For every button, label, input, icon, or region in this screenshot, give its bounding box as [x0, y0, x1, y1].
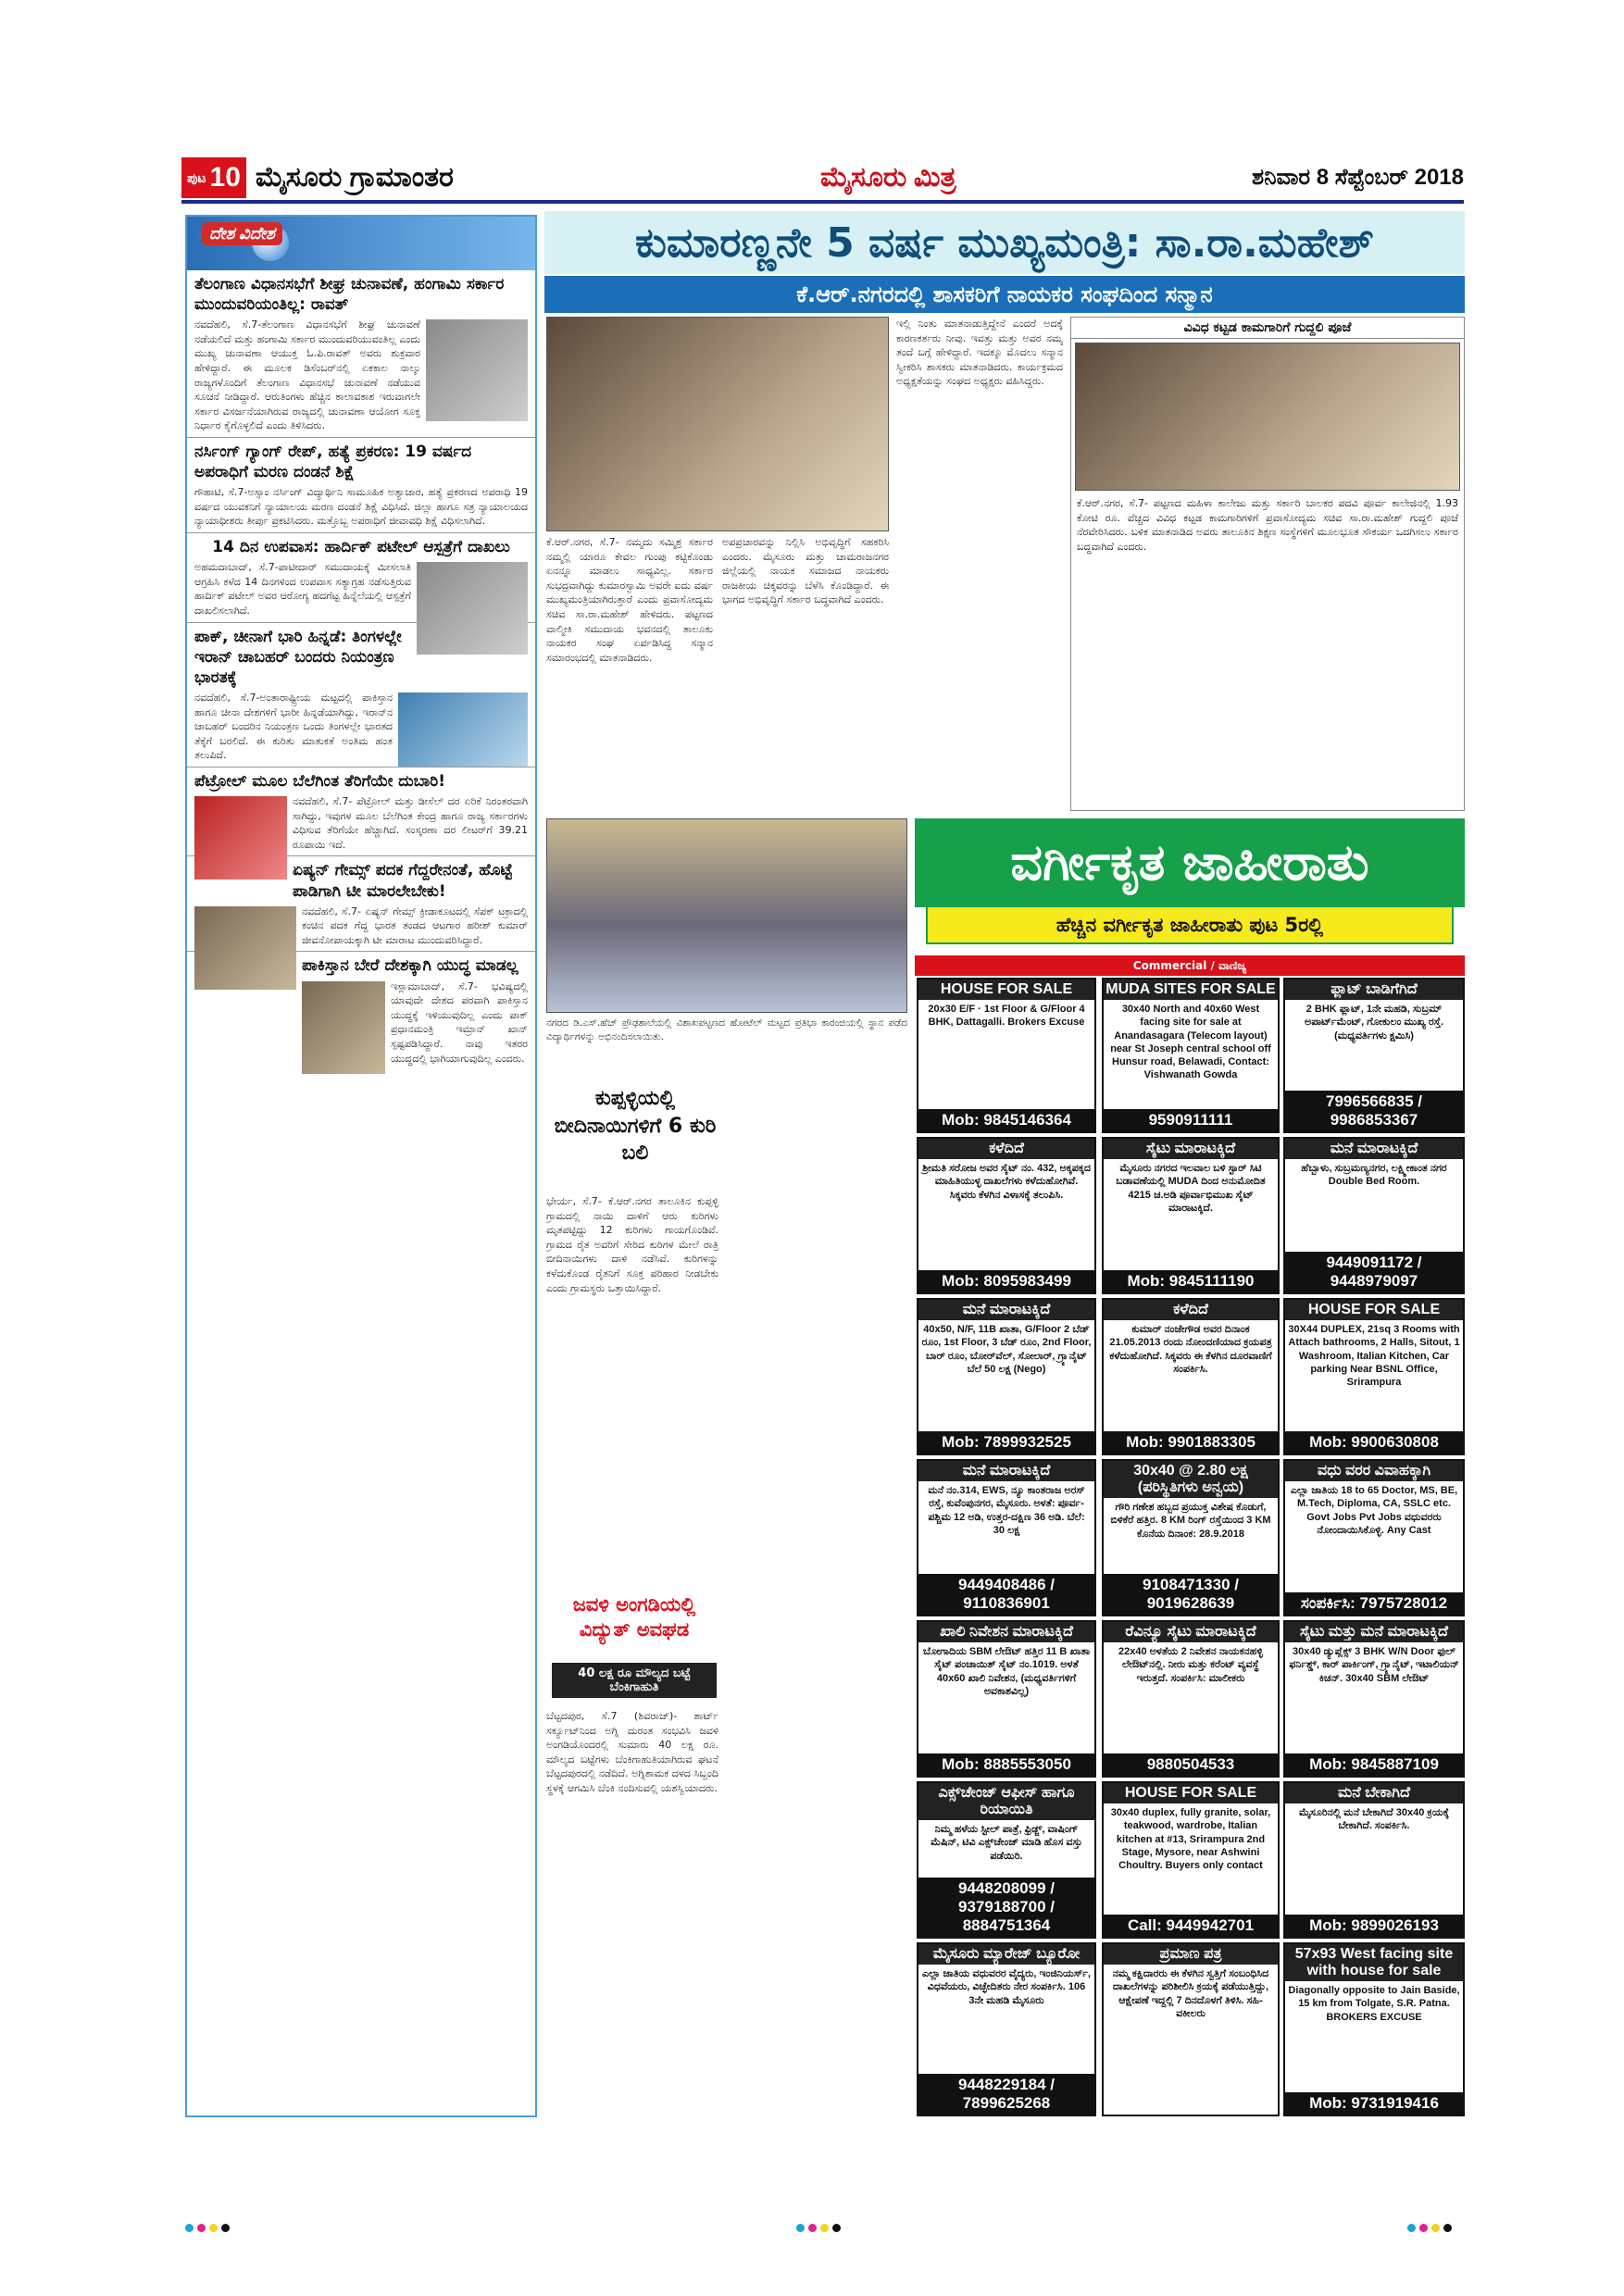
ad-title: ಮನೆ ಮಾರಾಟಕ್ಕಿದೆ	[1285, 1139, 1463, 1159]
classified-ad	[917, 1459, 1096, 1616]
classified-ad	[1102, 1620, 1280, 1778]
article-body: ನವದೆಹಲಿ, ಸೆ.7-ತೆಲಂಗಾಣ ವಿಧಾನಸಭೆಗೆ ಶೀಘ್ರ ಚುನಾವಣೆ ನಡೆಯಲಿದೆ ಮತ್ತು ಹಂಗಾಮಿ ಸರ್ಕಾರ ಮುಂದುವರಿಯುವಂತಿಲ್ಲ ಎಂದು ಮುಖ್ಯ ಚುನಾವಣಾ ಆಯುಕ್ತ ಓ.ಪಿ.ರಾವತ್ ಅವರು ಶುಕ್ರವಾರ ಹೇಳಿದ್ದಾರೆ. ಈ ಮೂಲಕ ಡಿಸೆಂಬರ್‌ನಲ್ಲಿ ಏಕಕಾಲ ನಾಲ್ಕು ರಾಜ್ಯಗಳೊಂದಿಗೆ ತೆಲಂಗಾಣ ವಿಧಾನಸಭೆ ಚುನಾವಣೆ ನಡೆಯುವ ಸೂಚನೆ ನೀಡಿದ್ದಾರೆ. ಆರುತಿಂಗಳು ಹೆಚ್ಚಿನ ಕಾಲಾವಕಾಶ ಇರುವಾಗಲೇ ಸರ್ಕಾರ ವಿಸರ್ಜನೆಯಾಗಿರುವ ರಾಜ್ಯದಲ್ಲಿ ಚುನಾವಣಾ ಆಯೋಗ ಸೂಕ್ತ ನಿರ್ಧಾರ ಕೈಗೊಳ್ಳಲಿದೆ ಎಂದು ತಿಳಿಸಿದರು.	[194, 318, 420, 432]
ad-body: 20x30 E/F · 1st Floor & G/Floor 4 BHK, Dattagalli. Brokers Excuse	[928, 1004, 1085, 1029]
photo-felicitation	[546, 317, 889, 531]
ad-phone: 9590911111	[1104, 1109, 1278, 1131]
ad-phone: Mob: 9901883305	[1104, 1431, 1278, 1454]
ad-title: ಖಾಲಿ ನಿವೇಶನ ಮಾರಾಟಕ್ಕಿದೆ	[918, 1622, 1094, 1642]
ad-title: ವಧು ವರರ ವಿವಾಹಕ್ಕಾಗಿ	[1285, 1461, 1463, 1481]
ad-phone: 9108471330 / 9019628639	[1104, 1574, 1278, 1615]
left-column	[185, 215, 537, 2117]
ad-phone: Mob: 9731919416	[1285, 2092, 1463, 2115]
photo-rawat	[426, 319, 528, 421]
side-story-body: ಕೆ.ಆರ್.ನಗರ, ಸೆ.7- ಪಟ್ಟಣದ ಮಹಿಳಾ ಕಾಲೇಜು ಮತ್ತು ಸರ್ಕಾರಿ ಬಾಲಕರ ಪದವಿ ಪೂರ್ವ ಕಾಲೇಜಿನಲ್ಲಿ 1.93 ಕೋಟಿ ರೂ. ವೆಚ್ಚದ ವಿವಿಧ ಕಟ್ಟಡ ಕಾಮಗಾರಿಗಳಿಗೆ ಪ್ರವಾಸೋದ್ಯಮ ಸಚಿವ ಸಾ.ರಾ.ಮಹೇಶ್ ಗುದ್ದಲಿ ಪೂಜೆ ನೆರವೇರಿಸಿದರು. ಬಳಿಕ ಮಾತನಾಡಿದ ಅವರು ತಾಲೂಕಿನ ಶಿಕ್ಷಣ ಸಂಸ್ಥೆಗಳಿಗೆ ಮೂಲಭೂತ ಸೌಕರ್ಯ ಒದಗಿಸಲು ಸರ್ಕಾರ ಬದ್ಧವಾಗಿದೆ ಎಂದರು.	[1077, 497, 1458, 553]
ad-title: 30x40 @ 2.80 ಲಕ್ಷ (ಪರಿಸ್ಥಿತಿಗಳು ಅನ್ವಯ)	[1104, 1461, 1278, 1498]
ad-phone: 9448208099 / 9379188700 / 8884751364	[918, 1878, 1094, 1937]
side-story-box	[1070, 317, 1465, 811]
classified-ad	[1283, 1620, 1465, 1778]
commercial-strip: Commercial / ವಾಣಿಜ್ಯ	[915, 955, 1465, 976]
desha-videsha-banner	[187, 217, 535, 270]
ad-body: ಮನೆ ನಂ.314, EWS, ನ್ಯೂ ಕಾಂತರಾಜ ಅರಸ್ ರಸ್ತೆ, ಕುವೆಂಪುನಗರ, ಮೈಸೂರು. ಅಳತೆ: ಪೂರ್ವ-ಪಶ್ಚಿಮ 12 ಅಡಿ, ಉತ್ತರ-ದಕ್ಷಿಣ 36 ಅಡಿ. ಬೆಲೆ: 30 ಲಕ್ಷ	[928, 1485, 1085, 1536]
article-title: ಪೆಟ್ರೋಲ್ ಮೂಲ ಬೆಲೆಗಿಂತ ತೆರಿಗೆಯೇ ದುಬಾರಿ!	[194, 771, 445, 791]
ad-phone: 9449091172 / 9448979097	[1285, 1252, 1463, 1292]
article-body: ನವದೆಹಲಿ, ಸೆ.7- ಪೆಟ್ರೋಲ್ ಮತ್ತು ಡೀಸೆಲ್ ದರ ಏರಿಕೆ ನಿರಂತರವಾಗಿ ಸಾಗಿದ್ದು, ಇವುಗಳ ಮೂಲ ಬೆಲೆಗಿಂತ ಕೇಂದ್ರ ಹಾಗೂ ರಾಜ್ಯ ಸರ್ಕಾರಗಳು ವಿಧಿಸುವ ತೆರಿಗೆಯೇ ಹೆಚ್ಚಾಗಿದೆ. ಸಂಸ್ಕರಣಾ ದರ ಲೀಟರ್‌ಗೆ 39.21 ರೂಪಾಯಿ ಇದೆ.	[293, 795, 528, 851]
article-nursing	[187, 438, 535, 533]
ad-body: 22x40 ಅಳತೆಯ 2 ನಿವೇಶನ ನಾಯಕನಹಳ್ಳಿ ಲೇಔಟ್‌ನಲ್ಲಿ. ನೀರು ಮತ್ತು ಕರೆಂಟ್ ವ್ಯವಸ್ಥೆ ಇರುತ್ತದೆ. ಸಂಪರ್ಕಿಸಿ: ಮಾಲೀಕರು	[1118, 1646, 1263, 1684]
article-title: ಪಾಕ್, ಚೀನಾಗೆ ಭಾರಿ ಹಿನ್ನಡೆ: ತಿಂಗಳಲ್ಲೇ ಇರಾನ್ ಚಾಬಹರ್ ಬಂದರು ನಿಯಂತ್ರಣ ಭಾರತಕ್ಕೆ	[194, 627, 402, 687]
ad-title: ಫ್ಲಾಟ್ ಬಾಡಿಗೆಗಿದೆ	[1285, 980, 1463, 1000]
registration-dots-left	[185, 2224, 230, 2232]
ad-title: MUDA SITES FOR SALE	[1104, 980, 1278, 1000]
ad-body: 30x40 ಡ್ಯುಪ್ಲೆಕ್ಸ್ 3 BHK W/N Door ಫುಲ್ ಫರ್ನಿಶ್ಡ್, ಕಾರ್ ಪಾರ್ಕಿಂಗ್, ಗ್ರ್ಯಾನೈಟ್, ಇಟಾಲಿಯನ್ ಕಿಚನ್. 30x40 SBM ಲೇಔಟ್	[1289, 1646, 1459, 1684]
fire-subheadline: 40 ಲಕ್ಷ ರೂ ಮೌಲ್ಯದ ಬಟ್ಟೆ ಬೆಂಕಿಗಾಹುತಿ	[552, 1663, 717, 1698]
ad-phone: 9880504533	[1104, 1753, 1278, 1776]
classified-ad	[1283, 1298, 1465, 1455]
ad-phone: Call: 9449942701	[1104, 1915, 1278, 1937]
photo-port	[398, 693, 528, 767]
ad-body: 30X44 DUPLEX, 21sq 3 Rooms with Attach bathrooms, 2 Halls, Sitout, 1 Washroom, Italian Kitchen, Car parking Near BSNL Office, Srirampura	[1288, 1324, 1460, 1389]
ad-body: ಎಲ್ಲಾ ಜಾತಿಯ 18 to 65 Doctor, MS, BE, M.Tech, Diploma, CA, SSLC etc. Govt Jobs Pvt Jobs ವಧುವರರು ನೋಂದಾಯಿಸಿಕೊಳ್ಳಿ. Any Cast	[1290, 1485, 1458, 1536]
issue-date: ಶನಿವಾರ 8 ಸೆಪ್ಟೆಂಬರ್ 2018	[1252, 165, 1464, 190]
ad-body: ನಿಮ್ಮ ಹಳೆಯ ಸ್ಟೀಲ್ ಪಾತ್ರೆ, ಫ್ರಿಡ್ಜ್, ವಾಷಿಂಗ್ ಮೆಷಿನ್, ಟಿವಿ ಎಕ್ಸ್‌ಚೇಂಜ್ ಮಾಡಿ ಹೊಸ ವಸ್ತು ಪಡೆಯಿರಿ.	[931, 1824, 1082, 1862]
article-body: ನವದೆಹಲಿ, ಸೆ.7- ಏಷ್ಯನ್ ಗೇಮ್ಸ್ ಕ್ರೀಡಾಕೂಟದಲ್ಲಿ ಸೆಪಕ್ ಟಕ್ರಾದಲ್ಲಿ ಕಂಚಿನ ಪದಕ ಗೆದ್ದ ಭಾರತ ತಂಡದ ಆಟಗಾರ ಹರೀಶ್ ಕುಮಾರ್ ಜೀವನೋಪಾಯಕ್ಕಾಗಿ ಟೀ ಮಾರಾಟ ಮುಂದುವರಿಸಿದ್ದಾರೆ.	[302, 905, 528, 946]
ad-body: ಶ್ರೀಮತಿ ಸರೋಜ ಅವರ ಸೈಟ್ ನಂ. 432, ಅಕ್ಕಪಕ್ಕದ ಮಾಹಿತಿಯುಳ್ಳ ದಾಖಲೆಗಳು ಕಳೆದುಹೋಗಿವೆ. ಸಿಕ್ಕವರು ಕೆಳಗಿನ ವಿಳಾಸಕ್ಕೆ ತಲುಪಿಸಿ.	[922, 1163, 1091, 1201]
fire-headline: ಜವಳಿ ಅಂಗಡಿಯಲ್ಲಿ ವಿದ್ಯುತ್ ಅವಘಡ	[572, 1593, 696, 1641]
main-subheadline: ಕೆ.ಆರ್.ನಗರದಲ್ಲಿ ಶಾಸಕರಿಗೆ ನಾಯಕರ ಸಂಘದಿಂದ ಸನ್ಮಾನ	[544, 276, 1465, 313]
classified-ad	[1283, 1137, 1465, 1294]
ad-phone: Mob: 9845887109	[1285, 1753, 1463, 1776]
ad-body: 2 BHK ಫ್ಲಾಟ್, 1ನೇ ಮಹಡಿ, ಸುಬ್ರಮ್ ಅಪಾರ್ಟ್‌ಮೆಂಟ್, ಗೋಕುಲಂ ಮುಖ್ಯ ರಸ್ತೆ. (ಮಧ್ಯವರ್ತಿಗಳು ಕ್ಷಮಿಸಿ)	[1304, 1004, 1444, 1042]
ad-body: ಕುಮಾರ್ ನಂಜೇಗೌಡ ಅವರ ದಿನಾಂಕ 21.05.2013 ರಂದು ನೋಂದಣಿಯಾದ ಕ್ರಯಪತ್ರ ಕಳೆದುಹೋಗಿದೆ. ಸಿಕ್ಕವರು ಈ ಕೆಳಗಿನ ದೂರವಾಣಿಗೆ ಸಂಪರ್ಕಿಸಿ.	[1109, 1324, 1272, 1375]
dogs-headline: ಕುಪ್ಪಳ್ಳಿಯಲ್ಲಿ ಬೀದಿನಾಯಿಗಳಿಗೆ 6 ಕುರಿ ಬಲಿ	[554, 1087, 717, 1166]
article-title: ಪಾಕಿಸ್ತಾನ ಬೇರೆ ದೇಶಕ್ಕಾಗಿ ಯುದ್ಧ ಮಾಡಲ್ಲ	[302, 956, 518, 976]
section-tag: ದೇಶ ವಿದೇಶ	[202, 222, 282, 245]
ad-phone: Mob: 9845146364	[918, 1109, 1094, 1131]
ad-title: ಎಕ್ಸ್‌ಚೇಂಜ್ ಆಫೀಸ್ ಹಾಗೂ ರಿಯಾಯಿತಿ	[918, 1783, 1094, 1820]
ad-title: ಕಳೆದಿದೆ	[1104, 1300, 1278, 1320]
ad-phone: Mob: 9845111190	[1104, 1270, 1278, 1292]
dogs-body: ಭೇರ್ಯ, ಸೆ.7- ಕೆ.ಆರ್.ನಗರ ತಾಲೂಕಿನ ಕುಪ್ಪಳ್ಳಿ ಗ್ರಾಮದಲ್ಲಿ ನಾಯಿ ದಾಳಿಗೆ ಆರು ಕುರಿಗಳು ಮೃತಪಟ್ಟಿದ್ದು 12 ಕುರಿಗಳು ಗಾಯಗೊಂಡಿವೆ. ಗ್ರಾಮದ ರೈತ ಅವರಿಗೆ ಸೇರಿದ ಕುರಿಗಳ ಮೇಲೆ ರಾತ್ರಿ ಬೀದಿನಾಯಿಗಳು ದಾಳಿ ನಡೆಸಿವೆ. ಕುರಿಗಳನ್ನು ಕಳೆದುಕೊಂಡ ರೈತನಿಗೆ ಸೂಕ್ತ ಪರಿಹಾರ ನೀಡಬೇಕು ಎಂದು ಗ್ರಾಮಸ್ಥರು ಒತ್ತಾಯಿಸಿದ್ದಾರೆ.	[546, 1195, 718, 1294]
classified-ad	[1102, 1781, 1280, 1939]
photo-fuel-pump	[194, 796, 287, 880]
article-hardik	[187, 533, 535, 623]
classified-ad	[917, 1781, 1096, 1939]
article-body: ನವದೆಹಲಿ, ಸೆ.7-ಅಂತಾರಾಷ್ಟ್ರೀಯ ಮಟ್ಟದಲ್ಲಿ ಪಾಕಿಸ್ತಾನ ಹಾಗೂ ಚೀನಾ ದೇಶಗಳಿಗೆ ಭಾರೀ ಹಿನ್ನಡೆಯಾಗಿದ್ದು, ಇರಾನ್‌ನ ಚಾಬಹರ್ ಬಂದರಿನ ನಿಯಂತ್ರಣ ಒಂದು ತಿಂಗಳಲ್ಲೇ ಭಾರತದ ತೆಕ್ಕೆಗೆ ಬರಲಿದೆ. ಈ ಕುರಿತು ಮಾತುಕತೆ ಅಂತಿಮ ಹಂತ ತಲುಪಿದೆ.	[194, 691, 393, 762]
ad-title: ರೆವಿನ್ಯೂ ಸೈಟು ಮಾರಾಟಕ್ಕಿದೆ	[1104, 1622, 1278, 1642]
ad-title: ಮನೆ ಮಾರಾಟಕ್ಕಿದೆ	[918, 1300, 1094, 1320]
section-title: ಮೈಸೂರು ಗ್ರಾಮಾಂತರ	[255, 162, 454, 193]
ad-title: ಮನೆ ಬೇಕಾಗಿದೆ	[1285, 1783, 1463, 1803]
photo-hardik	[417, 562, 528, 655]
ad-body: 40x50, N/F, 11B ಖಾತಾ, G/Floor 2 ಬೆಡ್ ರೂಂ, 1st Floor, 3 ಬೆಡ್ ರೂಂ, 2nd Floor, ಬಾರ್ ರೂಂ, ಬೋರ್‌ವೆಲ್, ಸೋಲಾರ್, ಗ್ರ್ಯಾನೈಟ್ ಬೆಲೆ 50 ಲಕ್ಷ (Nego)	[921, 1324, 1092, 1375]
classified-ad	[917, 1620, 1096, 1778]
classified-ad	[1102, 978, 1280, 1133]
classified-ad	[1102, 1942, 1280, 2116]
classified-subbanner: ಹೆಚ್ಚಿನ ವರ್ಗೀಕೃತ ಜಾಹೀರಾತು ಪುಟ 5ರಲ್ಲಿ	[926, 905, 1454, 944]
ad-body: ಮೈಸೂರಿನಲ್ಲಿ ಮನೆ ಬೇಕಾಗಿದೆ 30x40 ಕ್ರಯಕ್ಕೆ ಬೇಕಾಗಿದೆ. ಸಂಪರ್ಕಿಸಿ.	[1298, 1807, 1450, 1832]
masthead	[181, 156, 1464, 200]
ad-body: ನಮ್ಮ ಕಕ್ಷಿದಾರರು ಈ ಕೆಳಗಿನ ಸ್ವತ್ತಿಗೆ ಸಂಬಂಧಿಸಿದ ದಾಖಲೆಗಳನ್ನು ಪರಿಶೀಲಿಸಿ ಕ್ರಯಕ್ಕೆ ಪಡೆಯುತ್ತಿದ್ದು, ಆಕ್ಷೇಪಣೆ ಇದ್ದಲ್ಲಿ 7 ದಿನದೊಳಗೆ ತಿಳಿಸಿ. ಸಹಿ- ವಕೀಲರು	[1112, 1968, 1269, 2019]
ad-phone: Mob: 9899026193	[1285, 1915, 1463, 1937]
photo-tea-stall	[194, 906, 296, 990]
ad-title: ಸೈಟು ಮಾರಾಟಕ್ಕಿದೆ	[1104, 1139, 1278, 1159]
ad-title: HOUSE FOR SALE	[1285, 1300, 1463, 1320]
ad-title: 57x93 West facing site with house for sale	[1285, 1944, 1463, 1981]
ad-body: ಹೆಬ್ಬಾಳು, ಸುಬ್ರಮಣ್ಯನಗರ, ಲಕ್ಷ್ಮೀಕಾಂತ ನಗರ Double Bed Room.	[1301, 1163, 1447, 1188]
classified-ad	[1283, 1781, 1465, 1939]
main-column-3: ಇಲ್ಲಿ ನಿಂತು ಮಾತನಾಡುತ್ತಿದ್ದೇನೆ ಎಂದರೆ ಅದಕ್ಕೆ ಕಾರಣಕರ್ತರು ನೀವು. ಇವತ್ತು ಮತ್ತು ಅವರ ನಮ್ಮ ತಂದೆ ಬಗ್ಗೆ ಹೇಳಿದ್ದಾರೆ. ಇದಕ್ಕೂ ಮೊದಲು ಸನ್ಮಾನ ಸ್ವೀಕರಿಸಿ ಶಾಸಕರು ಮಾತನಾಡಿದರು. ಕಾರ್ಯಕ್ರಮದ ಅಧ್ಯಕ್ಷತೆಯನ್ನು ಸಂಘದ ಅಧ್ಯಕ್ಷರು ವಹಿಸಿದ್ದರು.	[896, 318, 1063, 388]
ad-phone: 7996566835 / 9986853367	[1285, 1091, 1463, 1131]
article-title: ನರ್ಸಿಂಗ್ ಗ್ಯಾಂಗ್ ರೇಪ್, ಹತ್ಯೆ ಪ್ರಕರಣ: 19 ವರ್ಷದ ಅಪರಾಧಿಗೆ ಮರಣ ದಂಡನೆ ಶಿಕ್ಷೆ	[194, 443, 472, 482]
article-title: ತೆಲಂಗಾಣ ವಿಧಾನಸಭೆಗೆ ಶೀಘ್ರ ಚುನಾವಣೆ, ಹಂಗಾಮಿ ಸರ್ಕಾರ ಮುಂದುವರಿಯಂತಿಲ್ಲ: ರಾವತ್	[194, 275, 505, 315]
ad-body: 30x40 North and 40x60 West facing site for sale at Anandasagara (Telecom layout) near St Joseph central school off Hunsur road, Belawadi, Contact: Vishwanath Gowda	[1110, 1004, 1271, 1081]
ad-body: Diagonally opposite to Jain Baside, 15 km from Tolgate, S.R. Patna. BROKERS EXCUSE	[1288, 1985, 1460, 2023]
ad-phone: ಸಂಪರ್ಕಿಸಿ: 7975728012	[1285, 1592, 1463, 1615]
brand-logo: ಮೈಸೂರು ಮಿತ್ರ	[820, 162, 956, 193]
classified-ad	[917, 978, 1096, 1133]
ad-title: HOUSE FOR SALE	[918, 980, 1094, 1000]
main-column-2: ಅಪಪ್ರಚಾರವನ್ನು ನಿಲ್ಲಿಸಿ ಅಭಿವೃದ್ಧಿಗೆ ಸಹಕರಿಸಿ ಎಂದರು. ಮೈಸೂರು ಮತ್ತು ಚಾಮರಾಜನಗರ ಜಿಲ್ಲೆಯಲ್ಲಿ ನಾಯಕ ಸಮಾಜದ ನಾಯಕರು ರಾಜಕೀಯ ಚಿಕ್ಕವರನ್ನು ಬೆಳೆಸಿ ಕೊಂಡಿದ್ದಾರೆ. ಈ ಭಾಗದ ಅಭಿವೃದ್ಧಿಗೆ ಸರ್ಕಾರ ಬದ್ಧವಾಗಿದೆ ಎಂದರು.	[722, 536, 889, 606]
article-telangana	[187, 270, 535, 438]
photo-groundbreaking	[1075, 343, 1460, 491]
ad-phone: 9448229184 / 7899625268	[918, 2074, 1094, 2115]
ad-title: HOUSE FOR SALE	[1104, 1783, 1278, 1803]
classified-ad	[1102, 1298, 1280, 1455]
ad-title: ಸೈಟು ಮತ್ತು ಮನೆ ಮಾರಾಟಕ್ಕಿದೆ	[1285, 1622, 1463, 1642]
ad-title: ಕಳೆದಿದೆ	[918, 1139, 1094, 1159]
photo-imran	[302, 981, 385, 1074]
classified-ad	[1283, 978, 1465, 1133]
classified-ad	[1283, 1459, 1465, 1616]
classified-banner: ವರ್ಗೀಕೃತ ಜಾಹೀರಾತು	[915, 818, 1465, 907]
classified-ad	[1102, 1459, 1280, 1616]
photo-student-group	[546, 818, 907, 1013]
ad-body: ಮೈಸೂರು ನಗರದ ಇಲವಾಲ ಬಳಿ ಸ್ಟಾರ್ ಸಿಟಿ ಬಡಾವಣೆಯಲ್ಲಿ MUDA ದಿಂದ ಅನುಮೋದಿತ 4215 ಚ.ಅಡಿ ಪೂರ್ವಾಭಿಮುಖ ಸೈಟ್ ಮಾರಾಟಕ್ಕಿದೆ.	[1116, 1163, 1266, 1214]
fire-body: ಬೆಟ್ಟದಪುರ, ಸೆ.7 (ಶಿವರಾಜ್)- ಶಾರ್ಟ್ ಸರ್ಕ್ಯೂಟ್‌ನಿಂದ ಅಗ್ನಿ ದುರಂತ ಸಂಭವಿಸಿ ಜವಳಿ ಅಂಗಡಿಯೊಂದರಲ್ಲಿ ಸುಮಾರು 40 ಲಕ್ಷ ರೂ. ಮೌಲ್ಯದ ಬಟ್ಟೆಗಳು ಬೆಂಕಿಗಾಹುತಿಯಾಗಿರುವ ಘಟನೆ ಬೆಟ್ಟದಪುರದಲ್ಲಿ ನಡೆದಿದೆ. ಅಗ್ನಿಶಾಮಕ ದಳದ ಸಿಬ್ಬಂದಿ ಸ್ಥಳಕ್ಕೆ ಆಗಮಿಸಿ ಬೆಂಕಿ ನಂದಿಸುವಲ್ಲಿ ಯಶಸ್ವಿಯಾದರು.	[546, 1710, 718, 1795]
group-caption: ನಗರದ ಡಿ.ಎಸ್.ಹೆಚ್ ಪ್ರೌಢಶಾಲೆಯಲ್ಲಿ ವಿಶಾಖಪಟ್ಟಣದ ಹೋಟೆಲ್ ಮಟ್ಟದ ಪ್ರತಿಭಾ ಕಾರಂಜಿಯಲ್ಲಿ ಸ್ಥಾನ ಪಡೆದ ವಿದ್ಯಾರ್ಥಿಗಳನ್ನು ಅಭಿನಂದಿಸಲಾಯಿತು.	[546, 1017, 907, 1042]
registration-dots-right	[1407, 2224, 1452, 2232]
main-column-1: ಕೆ.ಆರ್.ನಗರ, ಸೆ.7- ನಮ್ಮದು ಸಮ್ಮಿಶ್ರ ಸರ್ಕಾರ ನಮ್ಮಲ್ಲಿ ಯಾರೂ ಕೇವಲ ಗುಂಪು ಕಟ್ಟಿಕೊಂಡು ಏನನ್ನೂ ಮಾಡಲು ಸಾಧ್ಯವಿಲ್ಲ. ಸರ್ಕಾರ ಸುಭದ್ರವಾಗಿದ್ದು ಕುಮಾರಸ್ವಾಮಿ ಅವರೇ ಐದು ವರ್ಷ ಮುಖ್ಯಮಂತ್ರಿಯಾಗಿರುತ್ತಾರೆ ಎಂದು ಪ್ರವಾಸೋದ್ಯಮ ಸಚಿವ ಸಾ.ರಾ.ಮಹೇಶ್ ಹೇಳಿದರು. ಪಟ್ಟಣದ ವಾಲ್ಮೀಕಿ ಸಮುದಾಯ ಭವನದಲ್ಲಿ ತಾಲೂಕು ನಾಯಕರ ಸಂಘ ಏರ್ಪಡಿಸಿದ್ದ ಸನ್ಮಾನ ಸಮಾರಂಭದಲ್ಲಿ ಮಾತನಾಡಿದರು.	[546, 536, 713, 664]
ad-title: ಪ್ರಮಾಣ ಪತ್ರ	[1104, 1944, 1278, 1965]
article-title: ಏಷ್ಯನ್ ಗೇಮ್ಸ್ ಪದಕ ಗೆದ್ದರೇನಂತೆ, ಹೊಟ್ಟೆ ಪಾಡಿಗಾಗಿ ಟೀ ಮಾರಲೇಬೇಕು!	[293, 861, 513, 901]
article-petrol	[187, 767, 535, 857]
article-body: ಇಸ್ಲಾಮಾಬಾದ್, ಸೆ.7- ಭವಿಷ್ಯದಲ್ಲಿ ಯಾವುದೇ ದೇಶದ ಪರವಾಗಿ ಪಾಕಿಸ್ತಾನ ಯುದ್ಧಕ್ಕೆ ಇಳಿಯುವುದಿಲ್ಲ ಎಂದು ಪಾಕ್ ಪ್ರಧಾನಮಂತ್ರಿ ಇಮ್ರಾನ್ ಖಾನ್ ಸ್ಪಷ್ಟಪಡಿಸಿದ್ದಾರೆ. ನಾವು ಇತರರ ಯುದ್ಧದಲ್ಲಿ ಭಾಗಿಯಾಗುವುದಿಲ್ಲ ಎಂದರು.	[391, 980, 528, 1065]
ad-phone: Mob: 8885553050	[918, 1753, 1094, 1776]
side-story-title: ವಿವಿಧ ಕಟ್ಟಡ ಕಾಮಗಾರಿಗೆ ಗುದ್ದಲಿ ಪೂಜೆ	[1071, 318, 1464, 339]
ad-phone: Mob: 8095983499	[918, 1270, 1094, 1292]
article-title: 14 ದಿನ ಉಪವಾಸ: ಹಾರ್ದಿಕ್ ಪಟೇಲ್ ಆಸ್ಪತ್ರೆಗೆ ದಾಖಲು	[212, 538, 510, 557]
ad-title: ಮೈಸೂರು ಮ್ಯಾರೇಜ್ ಬ್ಯೂರೋ	[918, 1944, 1094, 1965]
classified-ad	[917, 1298, 1096, 1455]
ad-phone: Mob: 9900630808	[1285, 1431, 1463, 1454]
masthead-rule	[181, 200, 1464, 204]
ad-body: ಗೌರಿ ಗಣೇಶ ಹಬ್ಬದ ಪ್ರಯುಕ್ತ ವಿಶೇಷ ಕೊಡುಗೆ, ಬಿಳಿಕೆರೆ ಹತ್ತಿರ. 8 KM ರಿಂಗ್ ರಸ್ತೆಯಿಂದ 3 KM ಕೊನೆಯ ದಿನಾಂಕ: 28.9.2018	[1110, 1502, 1271, 1540]
ad-body: 30x40 duplex, fully granite, solar, teakwood, wardrobe, Italian kitchen at #13, Srirampura 2nd Stage, Mysore, near Ashwini Choultry. Buyers only contact	[1110, 1807, 1271, 1872]
ad-body: ಬೋಗಾದಿಯ SBM ಲೇಔಟ್ ಹತ್ತಿರ 11 B ಖಾತಾ ಸೈಟ್ ಪಂಚಾಯಿತ್ ಸೈಟ್ ನಂ.1019. ಅಳತೆ 40x60 ಖಾಲಿ ನಿವೇಶನ, (ಮಧ್ಯವರ್ತಿಗಳಿಗೆ ಅವಕಾಶವಿಲ್ಲ)	[922, 1646, 1091, 1697]
ad-title: ಮನೆ ಮಾರಾಟಕ್ಕಿದೆ	[918, 1461, 1094, 1481]
main-headline: ಕುಮಾರಣ್ಣನೇ 5 ವರ್ಷ ಮುಖ್ಯಮಂತ್ರಿ: ಸಾ.ರಾ.ಮಹೇಶ್	[544, 211, 1465, 274]
classified-ad	[1283, 1942, 1465, 2116]
article-body: ಅಹಮದಾಬಾದ್, ಸೆ.7-ಪಾಟೀದಾರ್ ಸಮುದಾಯಕ್ಕೆ ಮೀಸಲಾತಿ ಆಗ್ರಹಿಸಿ ಕಳೆದ 14 ದಿನಗಳಿಂದ ಉಪವಾಸ ಸತ್ಯಾಗ್ರಹ ನಡೆಸುತ್ತಿರುವ ಹಾರ್ದಿಕ್ ಪಟೇಲ್ ಅವರ ಆರೋಗ್ಯ ಹದಗೆಟ್ಟ ಹಿನ್ನೆಲೆಯಲ್ಲಿ ಆಸ್ಪತ್ರೆಗೆ ದಾಖಲಿಸಲಾಗಿದೆ.	[194, 561, 411, 617]
classified-ad	[917, 1137, 1096, 1294]
registration-dots-center	[796, 2224, 841, 2232]
page-number: ಪುಟ 10	[181, 157, 246, 198]
ad-phone: Mob: 7899932525	[918, 1431, 1094, 1454]
ad-phone: 9449408486 / 9110836901	[918, 1574, 1094, 1615]
classified-ad	[1102, 1137, 1280, 1294]
classified-ad	[917, 1942, 1096, 2116]
ad-body: ಎಲ್ಲಾ ಜಾತಿಯ ವಧುವರರ ವೈದ್ಯರು, ಇಂಜಿನಿಯರ್ಸ್, ವಿಧವೆಯರು, ವಿಚ್ಛೇದಿತರು ನೇರ ಸಂಪರ್ಕಿಸಿ. 106 3ನೇ ಮಹಡಿ ಮೈಸೂರು	[922, 1968, 1091, 2006]
article-body: ಗೌಹಾಟಿ, ಸೆ.7-ಅಸ್ಸಾಂ ನರ್ಸಿಂಗ್ ವಿದ್ಯಾರ್ಥಿನಿ ಸಾಮೂಹಿಕ ಅತ್ಯಾಚಾರ, ಹತ್ಯೆ ಪ್ರಕರಣದ ಅಪರಾಧಿ 19 ವರ್ಷದ ಯುವಕನಿಗೆ ನ್ಯಾಯಾಲಯ ಮರಣ ದಂಡನೆ ಶಿಕ್ಷೆ ವಿಧಿಸಿದೆ. ಜಿಲ್ಲಾ ಹಾಗೂ ಸತ್ರ ನ್ಯಾಯಾಲಯದ ನ್ಯಾಯಾಧೀಶರು ತೀರ್ಪು ಪ್ರಕಟಿಸಿದರು. ಮತ್ತೊಬ್ಬ ಅಪರಾಧಿಗೆ ಜೀವಾವಧಿ ಶಿಕ್ಷೆ ವಿಧಿಸಲಾಗಿದೆ.	[194, 486, 528, 528]
